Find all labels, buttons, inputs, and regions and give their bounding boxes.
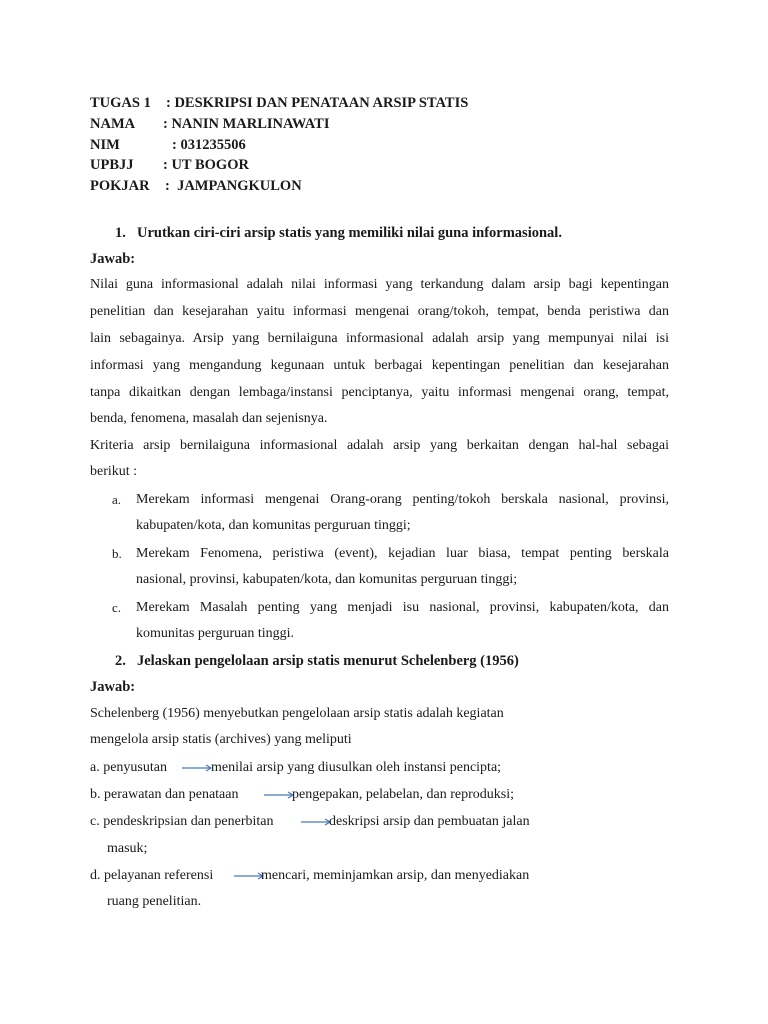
header-tugas-value: : DESKRIPSI DAN PENATAAN ARSIP STATIS: [166, 95, 469, 111]
answer-2-label: Jawab:: [90, 679, 136, 695]
answer-1-para1-line: Nilai guna informasional adalah nilai informasi yang terkandung dalam arsip bagi kepentingan: [90, 277, 669, 292]
header-upbjj-value: : UT BOGOR: [163, 157, 249, 173]
list-item-line: Merekam Masalah penting yang menjadi isu nasional, provinsi, kabupaten/kota, dan: [136, 600, 669, 615]
question-2-number: 2.: [115, 653, 126, 669]
answer-2-item-desc: mencari, meminjamkan arsip, dan menyediakan: [261, 868, 530, 883]
list-item-line: Merekam informasi mengenai Orang-orang penting/tokoh berskala nasional, provinsi,: [136, 492, 669, 507]
answer-2-item-term: c. pendeskripsian dan penerbitan: [90, 814, 274, 829]
answer-2-item-cont: ruang penelitian.: [107, 894, 202, 909]
header-nim-label: NIM: [90, 137, 120, 153]
answer-2-item-term: b. perawatan dan penataan: [90, 787, 239, 802]
answer-1-para2-line: berikut :: [90, 464, 138, 479]
header-nama-value: : NANIN MARLINAWATI: [163, 116, 330, 132]
answer-2-intro-line: Schelenberg (1956) menyebutkan pengelolaan arsip statis adalah kegiatan: [90, 706, 504, 721]
answer-2-item-desc: menilai arsip yang diusulkan oleh instansi pencipta;: [211, 760, 502, 775]
answer-2-item-term: d. pelayanan referensi: [90, 868, 214, 883]
header-pokjar: [90, 177, 302, 195]
answer-1-para2-line: Kriteria arsip bernilaiguna informasional adalah arsip yang berkaitan dengan hal-hal sebagai: [90, 438, 669, 453]
header-nim-value: : 031235506: [172, 137, 246, 153]
header-nama: [90, 115, 330, 133]
header-nim: [90, 136, 246, 154]
answer-1-para1-line: penelitian dan kesejarahan yaitu informasi mengenai orang/tokoh, tempat, benda peristiwa dan: [90, 304, 669, 319]
list-item-marker: a.: [112, 492, 122, 507]
header-pokjar-value: : JAMPANGKULON: [165, 178, 302, 194]
question-2: [115, 652, 519, 670]
header-tugas-label: TUGAS 1: [90, 95, 151, 111]
list-item-line: kabupaten/kota, dan komunitas perguruan tinggi;: [136, 518, 411, 533]
arrow-right-icon: [300, 817, 332, 827]
question-2-text: Jelaskan pengelolaan arsip statis menurut Schelenberg (1956): [137, 653, 519, 669]
list-item-marker: b.: [112, 546, 122, 561]
answer-1-para1-line: tanpa dikaitkan dengan lembaga/instansi penciptanya, yaitu informasi mengenai orang, tempat,: [90, 385, 669, 400]
question-1-number: 1.: [115, 225, 126, 241]
answer-1-para1-line: lain sebagainya. Arsip yang bernilaiguna informasional adalah arsip yang mempunyai nilai isi: [90, 331, 669, 346]
list-item-line: Merekam Fenomena, peristiwa (event), kejadian luar biasa, tempat penting berskala: [136, 546, 669, 561]
answer-1-para1-line: benda, fenomena, masalah dan sejenisnya.: [90, 411, 328, 426]
question-1: [115, 224, 562, 242]
header-upbjj: [90, 156, 249, 174]
list-item-marker: c.: [112, 600, 122, 615]
answer-2-item-desc: pengepakan, pelabelan, dan reproduksi;: [292, 787, 514, 802]
header-nama-label: NAMA: [90, 116, 136, 132]
header-pokjar-label: POKJAR: [90, 178, 150, 194]
question-1-text: Urutkan ciri-ciri arsip statis yang memiliki nilai guna informasional.: [137, 225, 562, 241]
answer-2-item-cont: masuk;: [107, 841, 148, 856]
list-item-line: nasional, provinsi, kabupaten/kota, dan komunitas perguruan tinggi;: [136, 572, 518, 587]
answer-1-label: Jawab:: [90, 251, 136, 267]
arrow-right-icon: [181, 763, 213, 773]
answer-2-intro-line: mengelola arsip statis (archives) yang meliputi: [90, 732, 352, 747]
answer-2-item-term: a. penyusutan: [90, 760, 167, 775]
list-item-line: komunitas perguruan tinggi.: [136, 626, 294, 641]
header-tugas: [90, 94, 468, 112]
answer-2-item-desc: deskripsi arsip dan pembuatan jalan: [329, 814, 530, 829]
header-upbjj-label: UPBJJ: [90, 157, 134, 173]
arrow-right-icon: [263, 790, 295, 800]
answer-1-para1-line: informasi yang mengandung kegunaan untuk berbagai kepentingan penelitian dan kesejarahan: [90, 358, 669, 373]
